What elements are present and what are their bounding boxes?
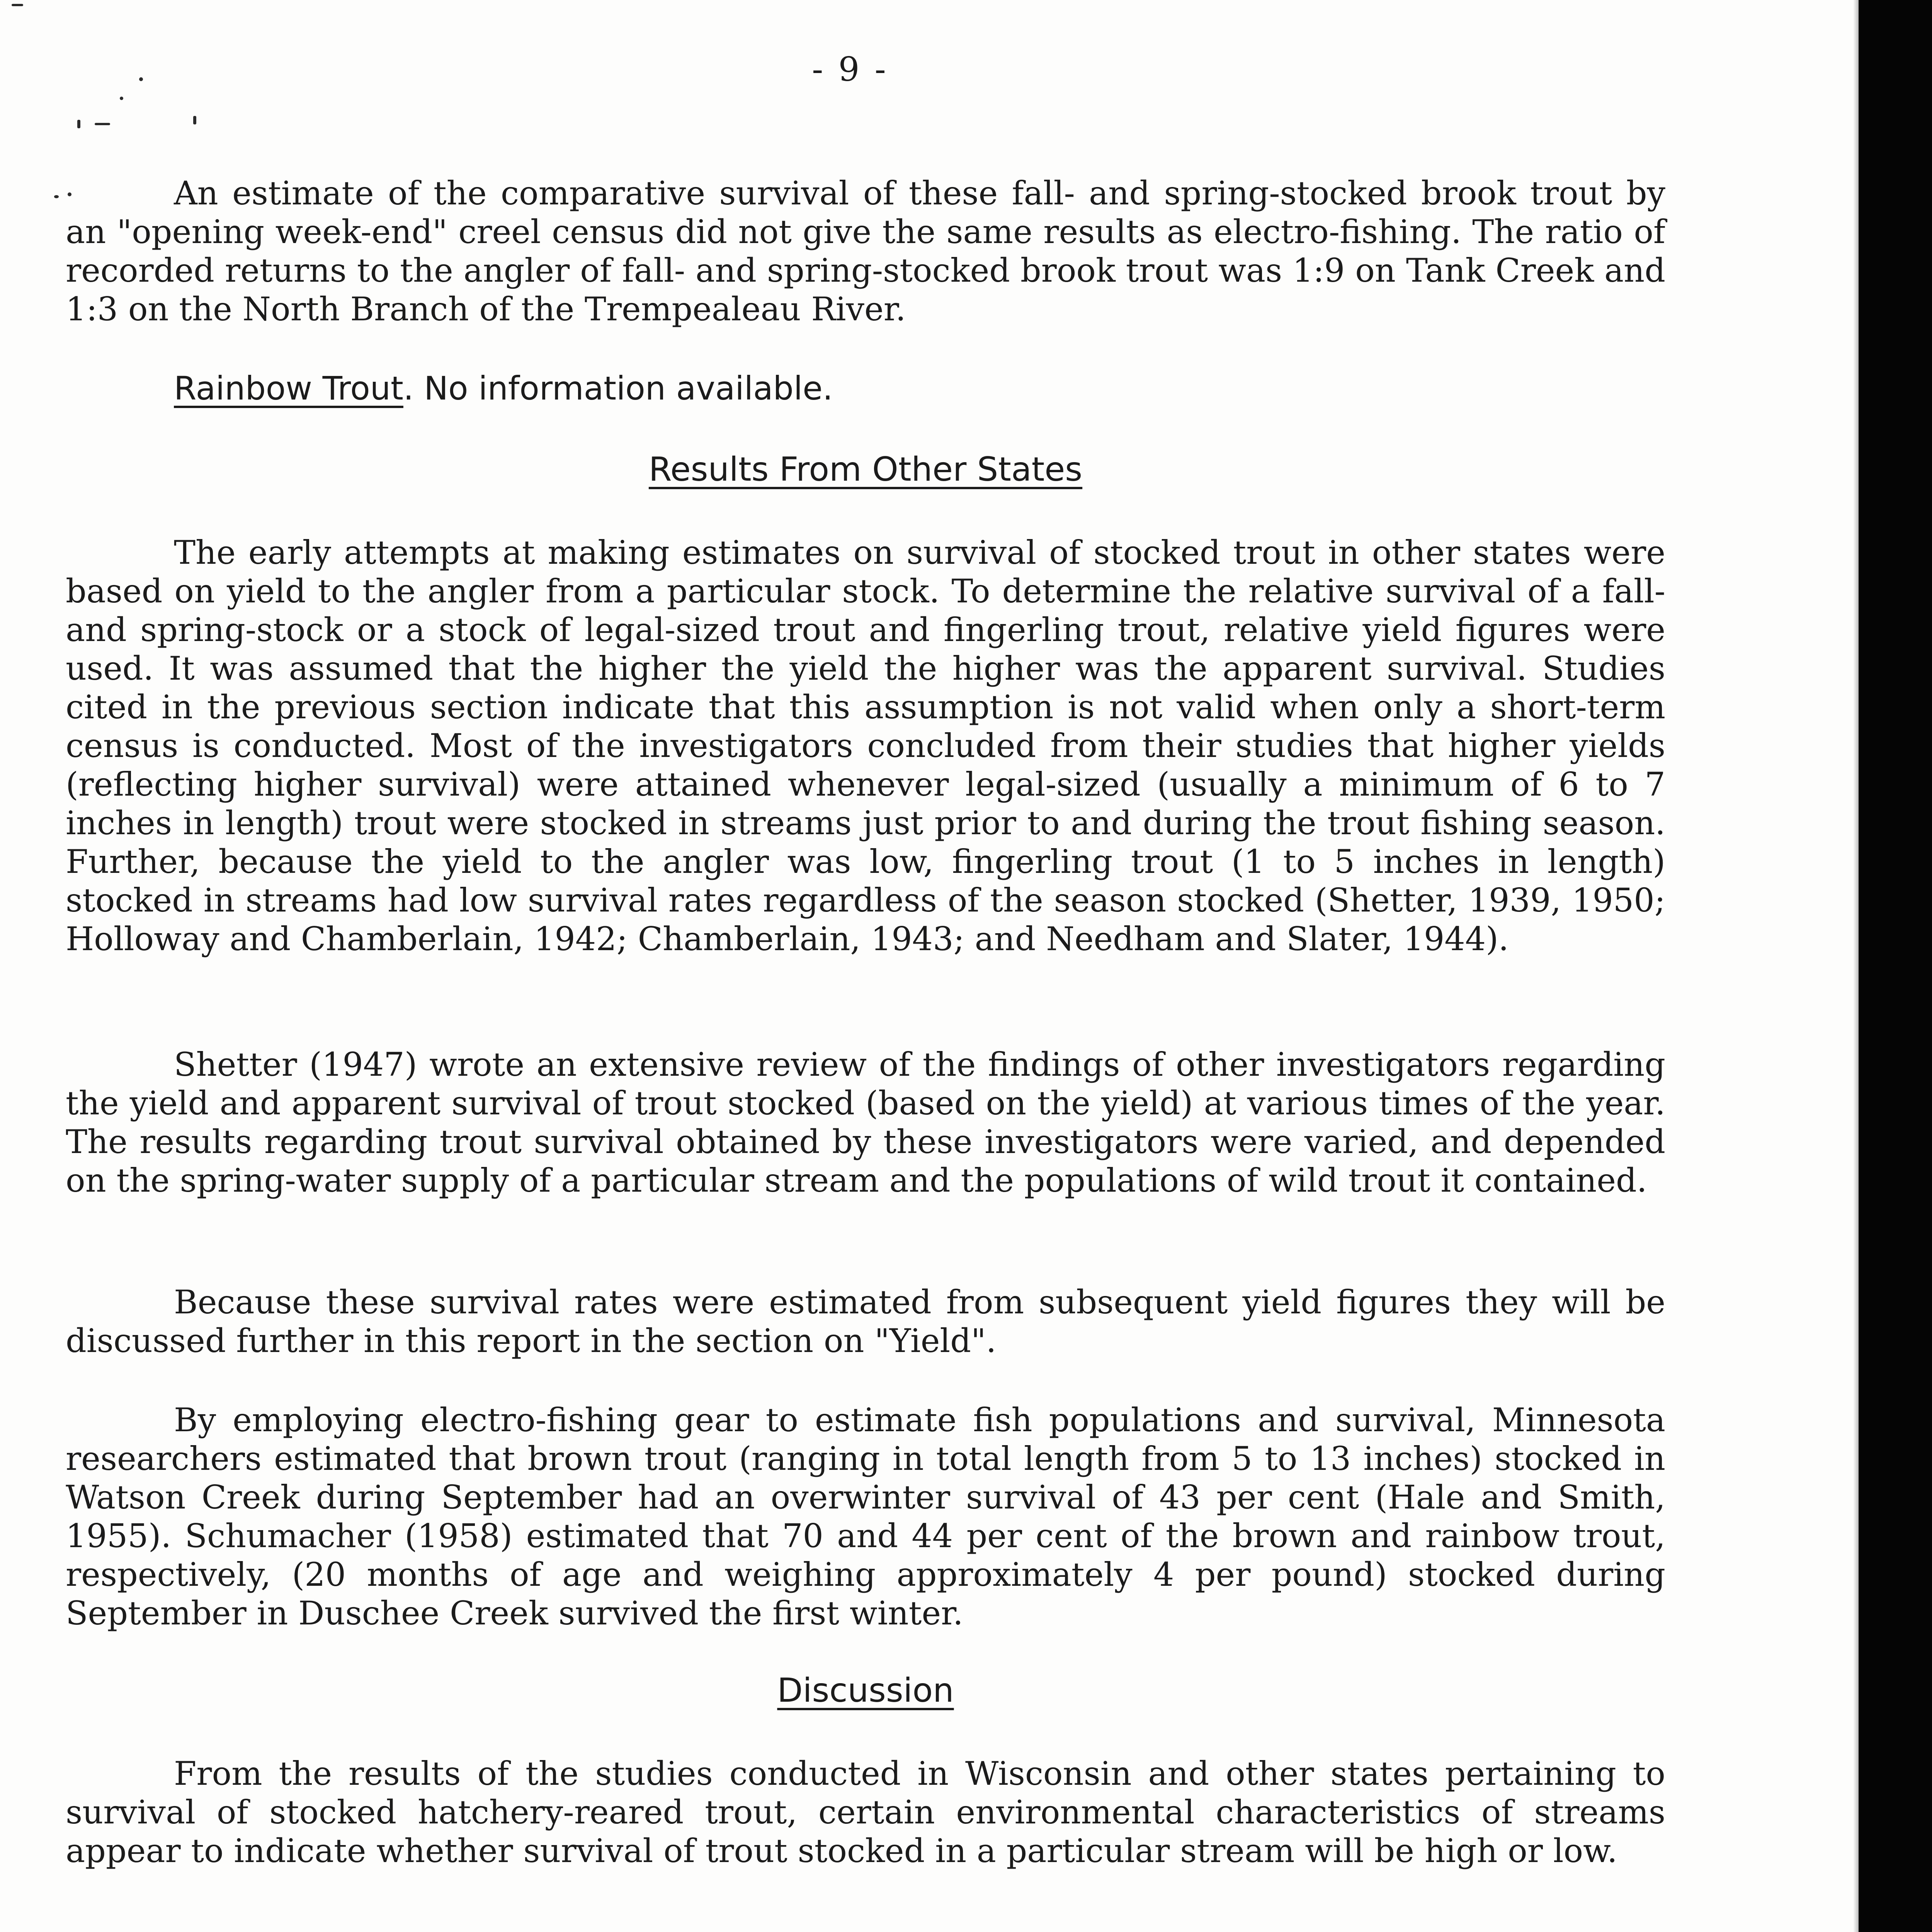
scan-speck (12, 4, 23, 6)
paragraph-rainbow-trout (66, 369, 1665, 408)
paragraph-text: From the results of the studies conducted in Wisconsin and other states pertaining to survival of stocked hatchery-reared trout, certain environmental characteristics of streams appear to indicate whether survival of trout stocked in a particular stream will be high or low. (66, 1755, 1665, 1870)
paragraph-shetter-review (66, 1045, 1665, 1200)
scan-speck (77, 120, 80, 128)
scan-speck (193, 116, 196, 124)
paragraph-text: By employing electro-fishing gear to estimate fish populations and survival, Minnesota researchers estimated that brown trout (ranging in total length from 5 to 13 inches) stocked in Watson Creek during September had an overwinter survival of 43 per cent (Hale and Smith, 1955). Schumacher (1958) estimated that 70 and 44 per cent of the brown and rainbow trout, respectively, (20 months of age and weighing approximately 4 per pound) stocked during September in Duschee Creek survived the first winter. (66, 1401, 1665, 1632)
scan-speck (120, 97, 123, 100)
paragraph-discussion-intro (66, 1754, 1665, 1870)
scan-speck (139, 77, 143, 81)
heading-text: Discussion (777, 1671, 954, 1710)
rainbow-trout-subheading: Rainbow Trout (174, 369, 403, 407)
paragraph-text: An estimate of the comparative survival of these fall- and spring-stocked brook trout by an "opening week-end" creel census did not give the same results as electro-fishing. The ratio of recorded returns to the angler of fall- and spring-stocked brook trout was 1:9 on Tank Creek and 1:3 on the North Branch of the Trempealeau River. (66, 174, 1665, 328)
paragraph-minnesota-electrofishing (66, 1401, 1665, 1633)
heading-results-other-states (66, 450, 1665, 489)
scan-edge-black-border (1859, 0, 1932, 1932)
paragraph-text: Because these survival rates were estimated from subsequent yield figures they will be discussed further in this report in the section on "Yield". (66, 1283, 1665, 1360)
paragraph-creel-census (66, 174, 1665, 328)
scan-speck (95, 123, 110, 125)
paragraph-text: Shetter (1947) wrote an extensive review of the findings of other investigators regarding the yield and apparent survival of trout stocked (based on the yield) at various times of the year. The results regarding trout survival obtained by these investigators were varied, and depended on the spring-water supply of a particular stream and the populations of wild trout it contained. (66, 1046, 1665, 1199)
scan-speck (54, 195, 59, 198)
paragraph-yield-reference (66, 1283, 1665, 1360)
rainbow-trout-text: . No information available. (403, 369, 833, 407)
heading-discussion (66, 1671, 1665, 1710)
scan-edge-shadow (1853, 0, 1859, 1932)
paragraph-early-attempts (66, 533, 1665, 958)
paragraph-text: The early attempts at making estimates on survival of stocked trout in other states were based on yield to the angler from a particular stock. To determine the relative survival of a fall- and spring-stock or a stock of legal-sized trout and fingerling trout, relative yield figures were used. It was assumed that the higher the yield the higher was the apparent survival. Studies cited in the previous section indicate that this assumption is not valid when only a short-term census is conducted. Most of the investigators concluded from their studies that higher yields (reflecting higher survival) were attained whenever legal-sized (usually a minimum of 6 to 7 inches in length) trout were stocked in streams just prior to and during the trout fishing season. Further, because the yield to the angler was low, fingerling trout (1 to 5 inches in length) stocked in streams had low survival rates regardless of the season stocked (Shetter, 1939, 1950; Holloway and Chamberlain, 1942; Chamberlain, 1943; and Needham and Slater, 1944). (66, 534, 1665, 958)
heading-text: Results From Other States (648, 450, 1083, 489)
page-number: - 9 - (812, 50, 888, 89)
